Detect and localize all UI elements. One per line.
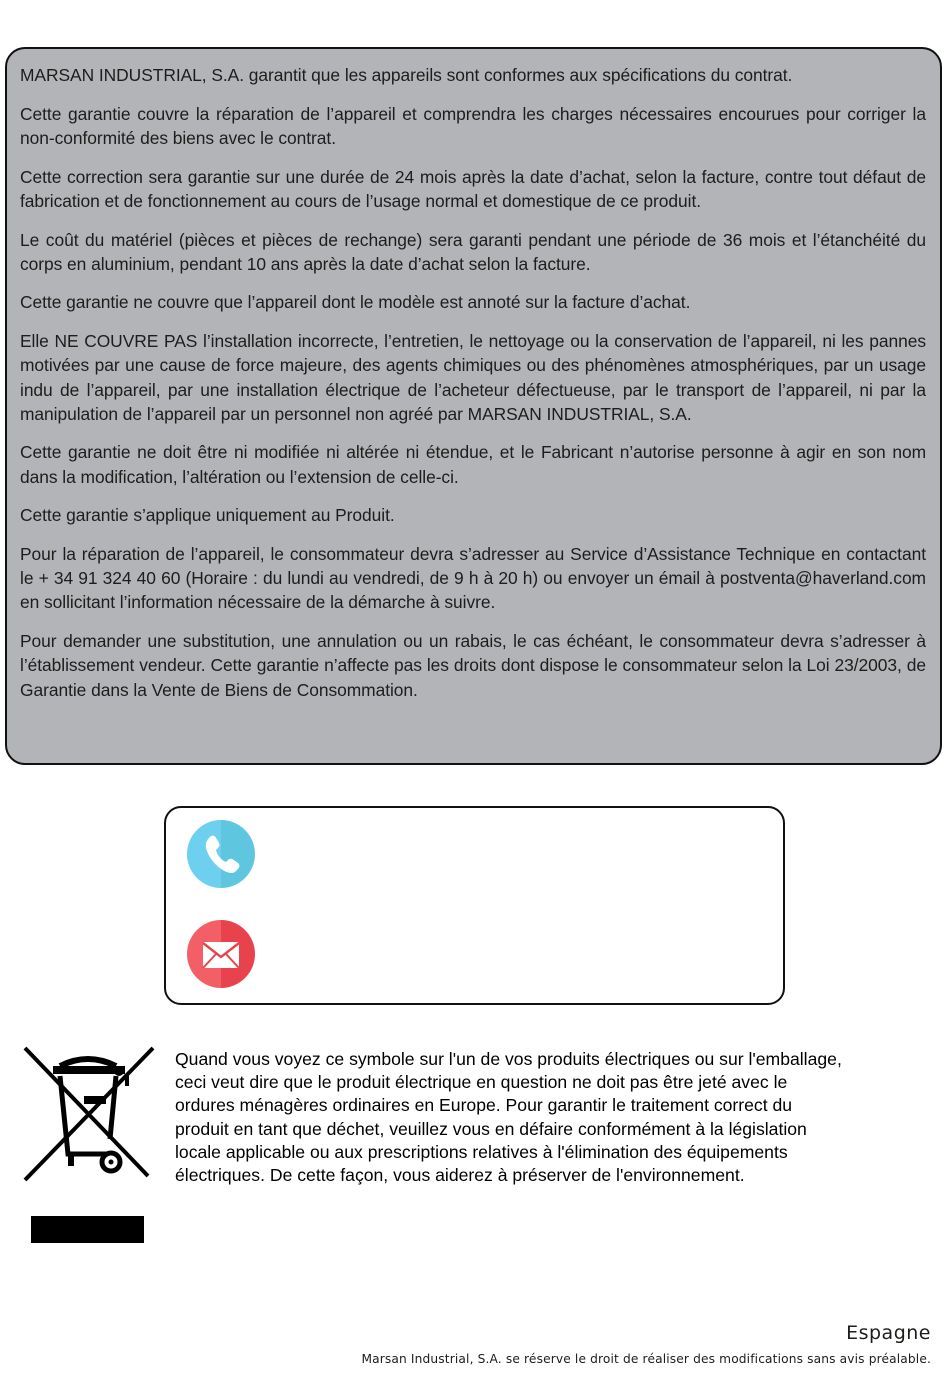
footer-country: Espagne bbox=[846, 1322, 931, 1344]
warranty-paragraph: Le coût du matériel (pièces et pièces de rechange) sera garanti pendant une période de 36 mois et l’étanchéité du corps en aluminium, pendant 10 ans après la date d’achat selon la facture. bbox=[20, 229, 926, 274]
recycling-line: produit en tant que déchet, veuillez vous en défaire conformément à la législation bbox=[175, 1118, 807, 1139]
warranty-paragraph: Cette garantie s’applique uniquement au Produit. bbox=[20, 505, 395, 526]
warranty-box bbox=[5, 47, 942, 765]
warranty-paragraph: Cette correction sera garantie sur une durée de 24 mois après la date d’achat, selon la facture, contre tout défaut de fabrication et de fonctionnement au cours de l’usage normal et domestique de ce produit. bbox=[20, 166, 926, 211]
warranty-paragraph: Elle NE COUVRE PAS l’installation incorrecte, l’entretien, le nettoyage ou la conservation de l’appareil, ni les pannes motivées par une cause de force majeure, des agents chimiques ou des phénomènes atmosphériques, par un usage indu de l’appareil, par une installation électrique de l’acheteur défectueuse, par le transport de l’appareil, ni par la manipulation de l’appareil par un personnel non agréé par MARSAN INDUSTRIAL, S.A. bbox=[20, 331, 926, 424]
warranty-paragraph: Pour demander une substitution, une annulation ou un rabais, le cas échéant, le consommateur devra s’adresser à l’établissement vendeur. Cette garantie n’affecte pas les droits dont dispose le consommateur selon la Loi 23/2003, de Garantie dans la Vente de Biens de Consommation. bbox=[20, 631, 926, 700]
warranty-paragraph: MARSAN INDUSTRIAL, S.A. garantit que les appareils sont conformes aux spécifications du contrat. bbox=[20, 65, 793, 85]
mail-icon bbox=[187, 920, 255, 988]
warranty-paragraph: Cette garantie ne couvre que l’appareil dont le modèle est annoté sur la facture d’achat. bbox=[20, 292, 691, 313]
footer-disclaimer: Marsan Industrial, S.A. se réserve le droit de réaliser des modifications sans avis préalable. bbox=[361, 1352, 931, 1366]
warranty-paragraph: Pour la réparation de l’appareil, le consommateur devra s’adresser au Service d’Assistance Technique en contactant le + 34 91 324 40 60 (Horaire : du lundi au vendredi, de 9 h à 20 h) ou envoyer un émail à postventa@haverland.com en sollicitant l’information nécessaire de la démarche à suivre. bbox=[20, 544, 926, 613]
phone-icon bbox=[187, 820, 255, 888]
warranty-paragraph: Cette garantie ne doit être ni modifiée ni altérée ni étendue, et le Fabricant n’autorise personne à agir en son nom dans la modification, l’altération ou l’extension de celle-ci. bbox=[20, 442, 926, 487]
recycling-line: Quand vous voyez ce symbole sur l'un de vos produits électriques ou sur l'emballage, bbox=[175, 1049, 842, 1069]
recycling-notice bbox=[175, 1048, 945, 1187]
warranty-paragraph: Cette garantie couvre la réparation de l’appareil et comprendra les charges nécessaires encourues pour corriger la non-conformité des biens avec le contrat. bbox=[20, 103, 926, 148]
recycling-line: électriques. De cette façon, vous aiderez à préserver de l'environnement. bbox=[175, 1165, 745, 1186]
recycling-line: locale applicable ou aux prescriptions relatives à l'élimination des équipements bbox=[175, 1141, 788, 1162]
recycling-line: ceci veut dire que le produit électrique en question ne doit pas être jeté avec le bbox=[175, 1072, 788, 1093]
contact-box bbox=[164, 806, 785, 1005]
weee-crossed-bin-icon bbox=[18, 1044, 158, 1249]
recycling-line: ordures ménagères ordinaires en Europe. Pour garantir le traitement correct du bbox=[175, 1095, 793, 1116]
